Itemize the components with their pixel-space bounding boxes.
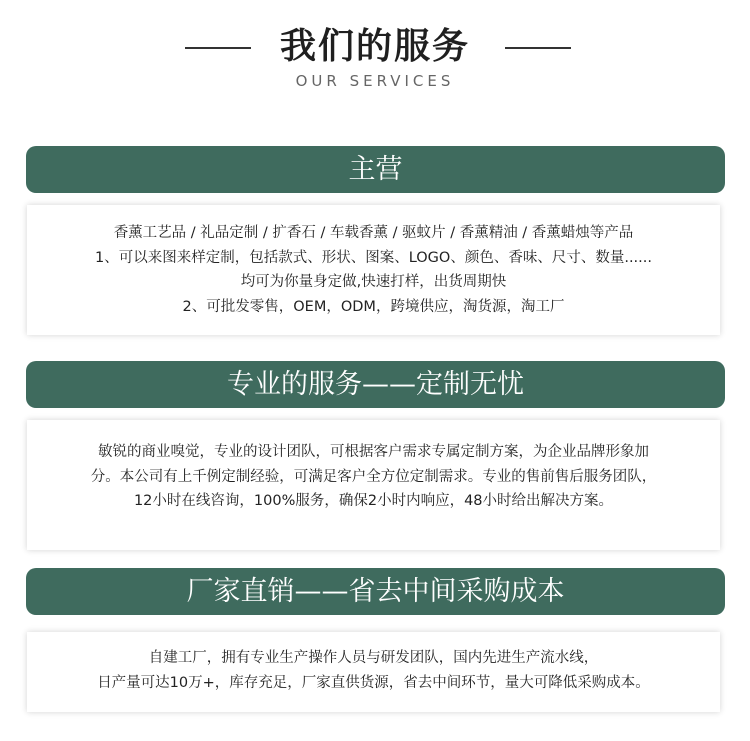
section-professional-service-card [27, 420, 720, 550]
section-main-business-heading: 主营 [26, 146, 725, 193]
text-line: 1、可以来图来样定制，包括款式、形状、图案、LOGO、颜色、香味、尺寸、数量...... [94, 249, 652, 266]
section-main-business-card [27, 205, 720, 335]
text-line: 2、可批发零售，OEM，ODM，跨境供应，淘货源，淘工厂 [182, 298, 565, 315]
text-line: 香薰工艺品 / 礼品定制 / 扩香石 / 车载香薰 / 驱蚊片 / 香薰精油 / 香薰蜡烛等产品 [113, 225, 634, 241]
page-header [0, 0, 750, 110]
title-row [0, 22, 750, 72]
section-factory-direct-heading: 厂家直销——省去中间采购成本 [26, 568, 725, 615]
text-line: 自建工厂，拥有专业生产操作人员与研发团队，国内先进生产流水线， [148, 650, 599, 666]
section-professional-service-heading: 专业的服务——定制无忧 [26, 361, 725, 408]
text-line: 日产量可达10万+，库存充足，厂家直供货源，省去中间环节，量大可降低采购成本。 [97, 674, 650, 691]
section-factory-direct-card [27, 632, 720, 712]
page-title: 我们的服务 [279, 26, 470, 67]
title-decor-line-right [505, 47, 571, 49]
text-line: 均可为你量身定做,快速打样，出货周期快 [240, 274, 507, 290]
text-line: 分。本公司有上千例定制经验，可满足客户全方位定制需求。专业的售前售后服务团队， [90, 468, 657, 485]
text-line: 敏锐的商业嗅觉，专业的设计团队，可根据客户需求专属定制方案，为企业品牌形象加 [98, 444, 649, 460]
page-subtitle: OUR SERVICES [295, 72, 455, 90]
text-line: 12小时在线咨询，100%服务，确保2小时内响应，48小时给出解决方案。 [133, 493, 614, 509]
